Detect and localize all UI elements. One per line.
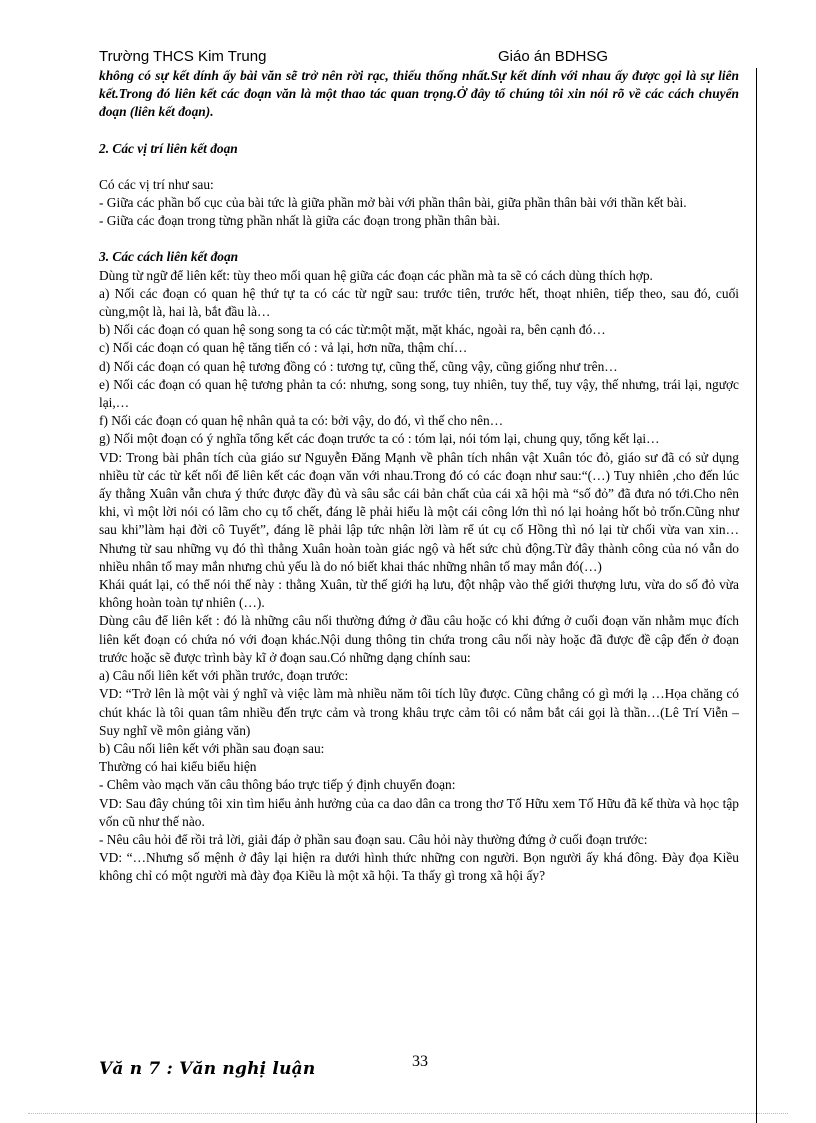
header-school: Trường THCS Kim Trung [99, 48, 267, 65]
list-item: g) Nối một đoạn có ý nghĩa tổng kết các đoạn trước ta có : tóm lại, nói tóm lại, chung quy, tổng kết lại… [99, 431, 660, 447]
list-item: c) Nối các đoạn có quan hệ tăng tiến có : vả lại, hơn nữa, thậm chí… [99, 340, 468, 356]
spacer [99, 158, 739, 176]
example-paragraph: VD: Sau đây chúng tôi xin tìm hiểu ảnh hưởng của ca dao dân ca trong thơ Tố Hữu xem Tố Hữu đã kế thừa và học tập vốn cũ như thế nào. [99, 795, 739, 829]
intro-paragraph: không có sự kết dính ấy bài văn sẽ trở nên rời rạc, thiếu thống nhất.Sự kết dính với nhau ấy được gọi là sự liên kết.Trong đó liên kết các đoạn văn là một thao tác quan trọng.Ở đây tổ chúng tôi xin nói rõ về các cách chuyển đoạn (liên kết đoạn). [99, 68, 739, 120]
list-item: - Nêu câu hỏi để rồi trả lời, giải đáp ở phần sau đoạn sau. Câu hỏi này thường đứng ở cuối đoạn trước: [99, 831, 648, 847]
paragraph: Khái quát lại, có thể nói thế này : thằng Xuân, từ thế giới hạ lưu, đột nhập vào thế giới thượng lưu, vừa do số đỏ vừa không hoàn toàn tự nhiên (…). [99, 577, 739, 611]
header-doc-type: Giáo án BDHSG [498, 48, 609, 65]
paragraph: Dùng câu để liên kết : đó là những câu nối thường đứng ở đầu câu hoặc có khi đứng ở cuối đoạn văn nhằm mục đích liên kết đoạn có chứa nó với đoạn khác.Nội dung thông tin chứa trong câu nối này hoặc đã được đề cập đến ở đoạn trước hoặc sẽ được trình bày kĩ ở đoạn sau.Có những dạng chính sau: [99, 613, 739, 665]
paragraph: Thường có hai kiểu biểu hiện [99, 759, 257, 775]
list-item: - Chêm vào mạch văn câu thông báo trực tiếp ý định chuyển đoạn: [99, 777, 456, 793]
page-bottom-divider [28, 1113, 788, 1114]
paragraph: Có các vị trí như sau: [99, 176, 214, 192]
paragraph: Dùng từ ngữ để liên kết: tùy theo mối quan hệ giữa các đoạn các phần mà ta sẽ có cách dùng thích hợp. [99, 267, 653, 283]
list-item: f) Nối các đoạn có quan hệ nhân quả ta có: bởi vậy, do đó, vì thế cho nên… [99, 413, 504, 429]
example-paragraph: VD: Trong bài phân tích của giáo sư Nguyễn Đăng Mạnh về phân tích nhân vật Xuân tóc đỏ, giáo sư đã có sử dụng nhiều từ các từ kết nối để liên kết các đoạn văn với nhau.Trong đó có các đoạn như sau:“(…) Tuy nhiên ,cho đến lúc ấy thằng Xuân vẫn chưa ý thức được đầy đủ và sâu sắc cái bản chất của cái xã hội mà “số đỏ” đã đưa nó tới.Cho nên khi, vì một lời nói có lãm cho cụ tổ chết, đáng lẽ phải hiểu là một cái công lớn thì nó lại hoảng hốt bỏ trốn.Cũng như sau khi”làm hại đời cô Tuyết”, đáng lẽ phải lập tức nhận lời làm rể út cụ cố Hồng thì nó lại từ chối vừa van xin…Nhưng từ sau những vụ đó thì thằng Xuân hoàn toàn giác ngộ và hết sức chủ động.Từ đây thành công của nó vẫn do nhiều nhân tố may mắn nhưng chủ yếu là do nó biết khai thác những nhân tố may mắn đó(…) [99, 449, 739, 574]
example-paragraph: VD: “…Nhưng số mệnh ở đây lại hiện ra dưới hình thức những con người. Bọn người ấy khá đông. Đày đọa Kiều không chỉ có một người mà đày đọa Kiều là một xã hội. Ta thấy gì trong xã hội ấy? [99, 850, 739, 884]
list-item: b) Nối các đoạn có quan hệ song song ta có các từ:một mặt, mặt khác, ngoài ra, bên cạnh đó… [99, 322, 606, 338]
list-item: d) Nối các đoạn có quan hệ tương đồng có : tương tự, cũng thế, cũng vậy, cũng giống như trên… [99, 358, 618, 374]
spacer [99, 122, 739, 140]
paragraph: - Giữa các đoạn trong từng phần nhất là giữa các đoạn trong phần thân bài. [99, 213, 501, 229]
paragraph: - Giữa các phần bố cục của bài tức là giữa phần mở bài với phần thân bài, giữa phần thân bài với thần kết bài. [99, 195, 687, 211]
page-border-line [756, 68, 757, 1123]
footer-subject-label: Vă n 7 : Văn nghị luận [99, 1059, 316, 1079]
document-body [99, 67, 739, 886]
section-3-heading: 3. Các cách liên kết đoạn [99, 249, 239, 265]
list-item: e) Nối các đoạn có quan hệ tương phản ta có: nhưng, song song, tuy nhiên, tuy thế, tuy vậy, thế nhưng, trái lại, ngược lại,… [99, 376, 739, 411]
section-2-heading: 2. Các vị trí liên kết đoạn [99, 140, 238, 156]
spacer [99, 230, 739, 248]
example-paragraph: VD: “Trở lên là một vài ý nghĩ và việc làm mà nhiều năm tôi tích lũy được. Cũng chẳng có gì mới lạ …Họa chăng có chút khác là tôi quan tâm nhiều đến trực cảm và trong khâu trực cảm tôi có nắm bắt cái gọi là thần…(Lê Trí Viễn – Suy nghĩ về môn giảng văn) [99, 686, 739, 738]
page-number: 33 [412, 1053, 428, 1070]
list-item: a) Câu nối liên kết với phần trước, đoạn trước: [99, 668, 349, 684]
list-item: b) Câu nối liên kết với phần sau đoạn sau: [99, 740, 325, 756]
list-item: a) Nối các đoạn có quan hệ thứ tự ta có các từ ngữ sau: trước tiên, trước hết, thoạt nhiên, tiếp theo, sau đó, cuối cùng,một là, hai là, bắt đầu là… [99, 285, 739, 320]
